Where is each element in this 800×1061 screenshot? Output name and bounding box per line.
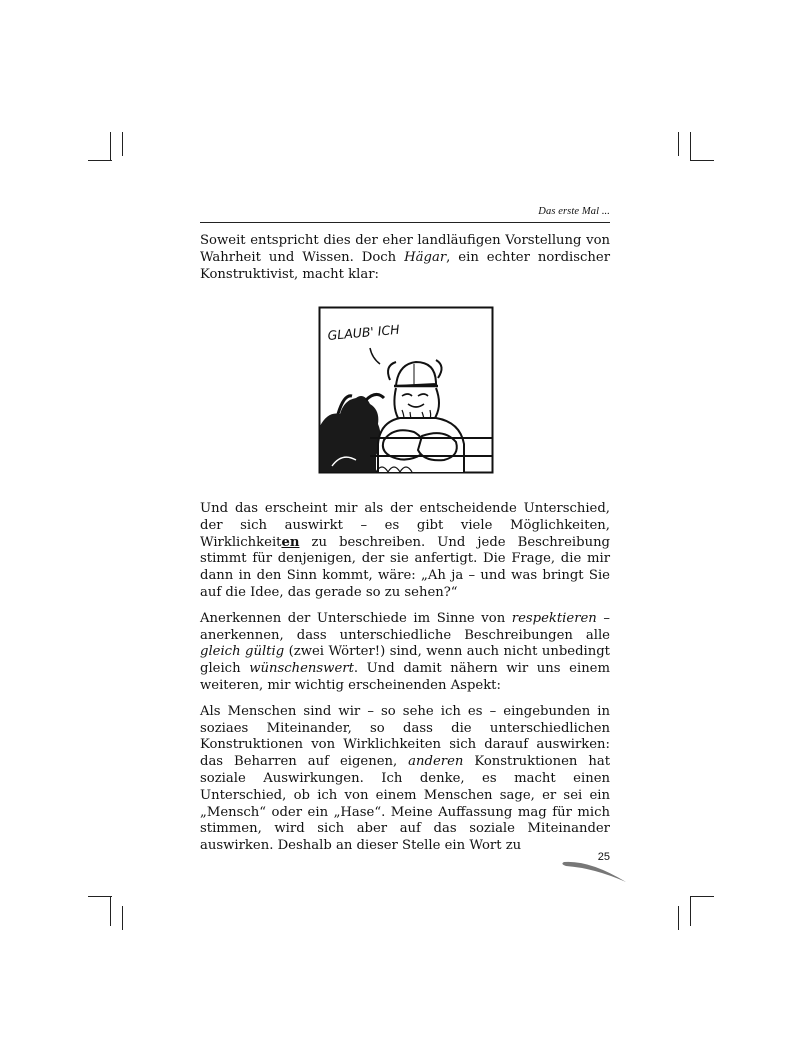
paragraph-1 (200, 501, 610, 602)
paragraph-2 (200, 611, 610, 695)
main-text (200, 501, 610, 855)
p2-em-wuenschenswert: wünschenswert (249, 661, 354, 677)
page-number: 25 (597, 851, 610, 863)
intro-text-2: , ein echter nordischer Konstruktivist, macht klar: (200, 249, 610, 282)
p3-text-1: Als Menschen sind wir – so sehe ich es – eingebunden in soziaes Miteinander, so dass die unterschiedlichen Konstruktionen von Wirklichkeiten sich darauf auswirken: das Beharren auf eigenen, (200, 703, 610, 770)
header-rule (200, 222, 610, 223)
p1-text-1: Und das erscheint mir als der entscheidende Unterschied, der sich auswirkt – es gibt viele Möglichkeiten, Wirklichkeit (200, 501, 610, 550)
running-head: Das erste Mal ... (538, 206, 610, 217)
p3-text-2: Konstruktionen hat soziale Auswirkungen. Ich denke, es macht einen Unterschied, ob ich von einem Menschen sage, er sei ein „Mensch“ oder ein „Hase“. Meine Auffassung mag für mich stimmen, wird sich aber auf das soziale Miteinander auswirken. Deshalb an dieser Stelle ein Wort zu (200, 754, 610, 854)
p2-em-respektieren: respektieren (511, 610, 597, 626)
p2-text-2: – anerkennen, dass unterschiedliche Beschreibungen alle (200, 610, 610, 643)
hagar-cartoon (318, 306, 494, 474)
intro-name-hagar: Hägar (404, 249, 447, 265)
p1-underlined-suffix: en (281, 534, 300, 550)
paragraph-3 (200, 704, 610, 855)
cartoon-speech-text: GLAUB' ICH (326, 321, 401, 343)
p2-text-1: Anerkennen der Unterschiede im Sinne von (200, 610, 512, 626)
p1-text-2: zu beschreiben. Und jede Beschreibung stimmt für denjenigen, der sie anfertigt. Die Frage, die mir dann in den Sinn kommt, wäre: „Ah ja – und was bringt Sie auf die Idee, das gerade so zu sehen?“ (200, 534, 610, 600)
intro-paragraph (200, 233, 610, 283)
p2-text-3: (zwei Wörter!) sind, wenn auch nicht unbedingt gleich (200, 644, 610, 677)
p3-em-anderen: anderen (408, 754, 464, 770)
p2-em-gleich-gueltig: gleich gültig (200, 644, 285, 660)
intro-text-1: Soweit entspricht dies der eher landläufigen Vorstellung von Wahrheit und Wissen. Doch (200, 233, 610, 265)
p2-text-4: . Und damit nähern wir uns einem weiteren, mir wichtig erscheinenden Aspekt: (200, 661, 610, 693)
